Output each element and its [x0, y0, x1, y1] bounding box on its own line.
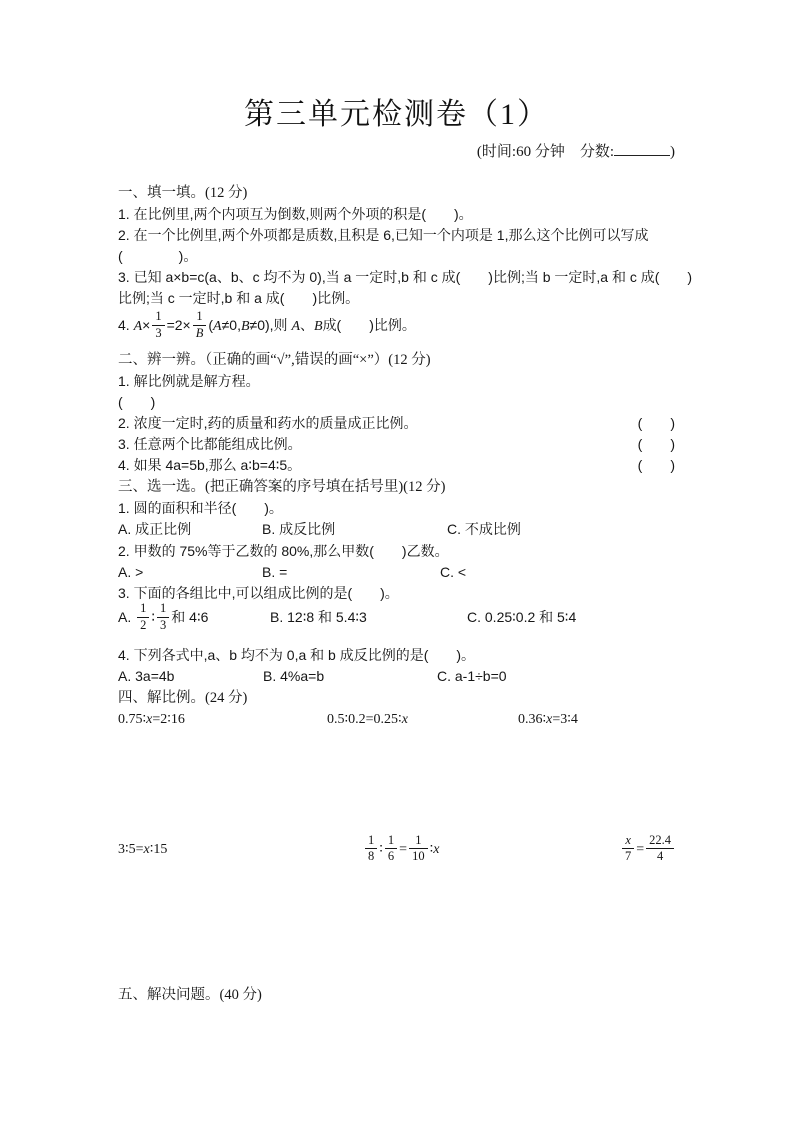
fill-q3-line2: 比例;当 c 一定时,b 和 a 成( )比例。: [118, 290, 360, 306]
fill-q1: 1. 在比例里,两个内项互为倒数,则两个外项的积是( )。: [118, 206, 473, 222]
judge-q3-text: 3. 任意两个比都能组成比例。: [118, 436, 302, 452]
solve-equation-3: 0.36∶x=3∶4: [518, 712, 578, 727]
choose-q3-option-b: B. 12∶8 和 5.4∶3: [270, 609, 367, 625]
meta-text: (时间:60 分钟 分数:: [476, 144, 614, 160]
fraction: $\frac{1}{B}$: [193, 310, 207, 341]
solve-equation-4: 3∶5=x∶15: [118, 842, 168, 857]
fraction: $\frac{1}{3}$: [157, 602, 169, 633]
choose-q4-option-c: C. a-1÷b=0: [437, 668, 507, 684]
choose-q1-option-c: C. 不成比例: [447, 521, 521, 537]
choose-q4: 4. 下列各式中,a、b 均不为 0,a 和 b 成反比例的是( )。: [118, 647, 476, 663]
choose-q2-option-c: C. <: [440, 564, 467, 580]
meta-close: ): [670, 144, 675, 160]
fill-q4: 4. A× $\frac{1}{3}$ =2× $\frac{1}{B}$ (A≠0,B≠0),则 A、B成( )比例。: [118, 309, 416, 340]
paper-meta: [118, 142, 675, 161]
fraction: $\frac{1}{3}$: [152, 310, 164, 341]
section-fill-heading: 一、填一填。(12 分): [118, 185, 248, 201]
choose-q1-option-b: B. 成反比例: [262, 521, 336, 537]
judge-q4-text: 4. 如果 4a=5b,那么 a∶b=4∶5。: [118, 457, 302, 473]
section-choose-heading: 三、选一选。(把正确答案的序号填在括号里)(12 分): [118, 479, 446, 495]
fraction: $\frac{22.4}{4}$: [646, 834, 674, 865]
judge-q2-text: 2. 浓度一定时,药的质量和药水的质量成正比例。: [118, 415, 418, 431]
choose-q1-option-a: A. 成正比例: [118, 521, 192, 537]
fill-q3-line1: 3. 已知 a×b=c(a、b、c 均不为 0),当 a 一定时,b 和 c 成( )比例;当 b 一定时,a 和 c 成( ): [118, 269, 693, 285]
solve-equation-5: $\frac{1}{8}$ ∶ $\frac{1}{6}$ = $\frac{1}{10}$ ∶x: [363, 832, 439, 868]
fill-q2-line1: 2. 在一个比例里,两个外项都是质数,且积是 6,已知一个内项是 1,那么这个比例可以写成: [118, 227, 649, 243]
section-solve-heading: 四、解比例。(24 分): [118, 690, 248, 706]
fraction: $\frac{x}{7}$: [622, 834, 634, 865]
choose-q2-option-b: B. =: [262, 564, 288, 580]
choose-q4-option-b: B. 4%a=b: [263, 668, 325, 684]
solve-equation-2: 0.5∶0.2=0.25∶x: [327, 712, 408, 727]
choose-q2-option-a: A. >: [118, 564, 144, 580]
fraction: $\frac{1}{2}$: [137, 602, 149, 633]
fill-q2-line2: ( )。: [118, 248, 198, 264]
section-judge-heading: 二、辨一辨。（正确的画“√”,错误的画“×”）(12 分): [118, 352, 431, 368]
solve-equation-6: $\frac{x}{7}$ = $\frac{22.4}{4}$: [620, 832, 676, 868]
judge-q4: [118, 455, 675, 475]
paper-title: 第三单元检测卷（1）: [244, 98, 549, 131]
fraction: $\frac{1}{8}$: [365, 834, 377, 865]
judge-q2: [118, 413, 675, 433]
choose-q2: 2. 甲数的 75%等于乙数的 80%,那么甲数( )乙数。: [118, 543, 449, 559]
choose-q3-option-c: C. 0.25∶0.2 和 5∶4: [467, 609, 577, 625]
choose-q1: 1. 圆的面积和半径( )。: [118, 500, 283, 516]
fraction: $\frac{1}{6}$: [385, 834, 397, 865]
choose-q3: 3. 下面的各组比中,可以组成比例的是( )。: [118, 585, 399, 601]
judge-q2-answer-paren: ( ): [637, 415, 675, 431]
judge-q4-answer-paren: ( ): [637, 457, 675, 473]
choose-q3-option-a: A. $\frac{1}{2}$ ∶ $\frac{1}{3}$ 和 4∶6: [118, 601, 209, 632]
judge-q1-paren: ( ): [118, 394, 156, 410]
judge-q1: 1. 解比例就是解方程。: [118, 373, 260, 389]
judge-q3-answer-paren: ( ): [637, 436, 675, 452]
judge-q3: [118, 434, 675, 454]
section-word-heading: 五、解决问题。(40 分): [118, 987, 262, 1003]
choose-q4-option-a: A. 3a=4b: [118, 668, 175, 684]
solve-equation-1: 0.75∶x=2∶16: [118, 712, 185, 727]
fraction: $\frac{1}{10}$: [409, 834, 428, 865]
score-blank: [614, 142, 670, 156]
